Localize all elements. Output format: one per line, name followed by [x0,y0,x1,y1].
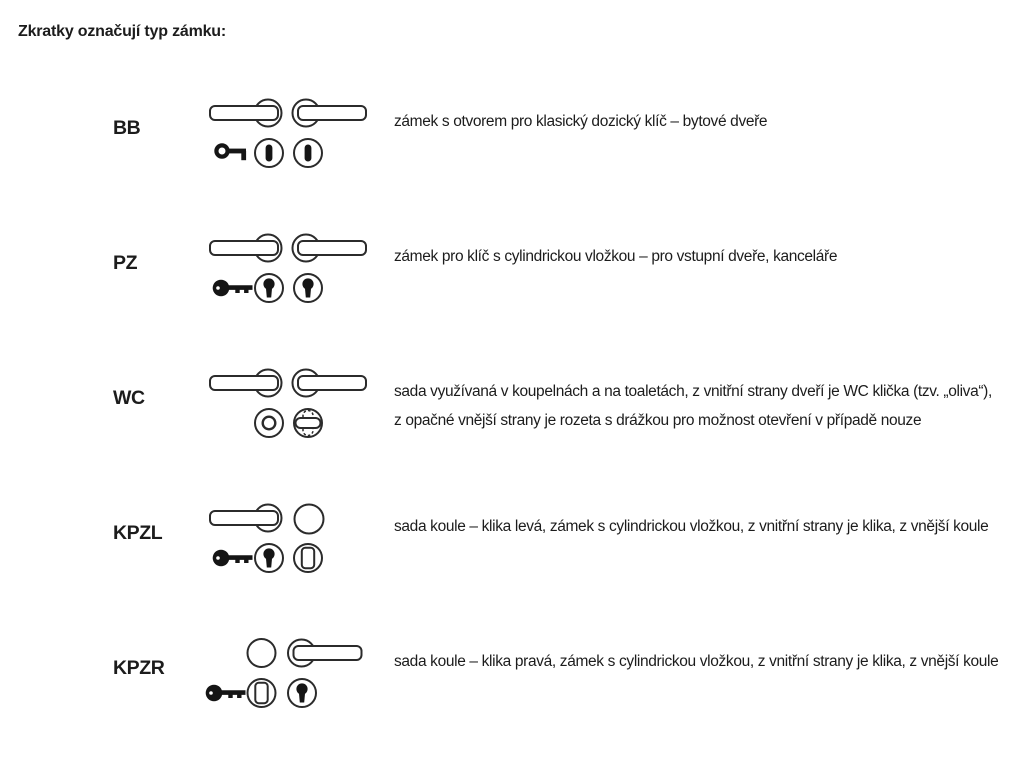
rosette-pz-keyhole-icon [294,274,322,302]
lock-description-pz: zámek pro klíč s cylindrickou vložkou – pro vstupní dveře, kanceláře [394,248,838,265]
cylinder-key-icon [206,685,246,702]
lock-code-wc: WC [113,387,145,409]
lever-handle-right-icon [293,100,367,127]
rosette-pz-keyhole-icon [288,679,316,707]
lever-handle-right-icon [293,370,367,397]
bb-hardware-pictogram [196,98,376,178]
rosette-pz-keyhole-icon [255,544,283,572]
lock-type-row-pz [0,233,1011,368]
cylinder-key-icon [213,280,253,297]
rosette-cylinder-outline-icon [248,679,276,707]
rosette-wc-turn-oliva-icon [294,409,322,437]
lock-description-kpzr: sada koule – klika pravá, zámek s cylindrickou vložkou, z vnitřní strany je klika, z vnější koule [394,653,999,670]
classic-bit-key-icon [216,145,246,160]
cylinder-key-icon [213,550,253,567]
rosette-groove-icon [255,409,283,437]
lock-description-kpzl: sada koule – klika levá, zámek s cylindrickou vložkou, z vnitřní strany je klika, z vnější koule [394,518,989,535]
lock-description-bb: zámek s otvorem pro klasický dozický klíč – bytové dveře [394,113,768,130]
rosette-pz-keyhole-icon [255,274,283,302]
lever-handle-left-icon [210,505,282,532]
lever-handle-left-icon [210,100,282,127]
rosette-bb-keyhole-icon [294,139,322,167]
knob-ball-icon [248,639,276,667]
pz-hardware-pictogram [196,233,376,313]
lock-description-wc: sada využívaná v koupelnách a na toaletách, z vnitřní strany dveří je WC klička (tzv. „oliva“), z opačné vnější strany je rozeta s drážkou pro možnost otevření v případě nouze [394,383,992,429]
kpzl-hardware-pictogram [196,503,376,583]
lock-code-pz: PZ [113,252,138,274]
lock-code-kpzl: KPZL [113,522,163,544]
wc-hardware-pictogram [196,368,376,448]
lever-handle-left-icon [210,370,282,397]
lock-code-kpzr: KPZR [113,657,165,679]
knob-ball-icon [295,505,324,534]
lock-type-row-wc [0,368,1011,503]
rosette-bb-keyhole-icon [255,139,283,167]
kpzr-hardware-pictogram [196,638,376,718]
page-title: Zkratky označují typ zámku: [18,23,226,40]
rosette-cylinder-outline-icon [294,544,322,572]
lever-handle-right-icon [288,640,362,667]
lever-handle-right-icon [293,235,367,262]
lever-handle-left-icon [210,235,282,262]
lock-code-bb: BB [113,117,141,139]
lock-type-row-kpzr [0,638,1011,773]
lock-type-row-bb [0,98,1011,233]
lock-type-row-kpzl [0,503,1011,638]
